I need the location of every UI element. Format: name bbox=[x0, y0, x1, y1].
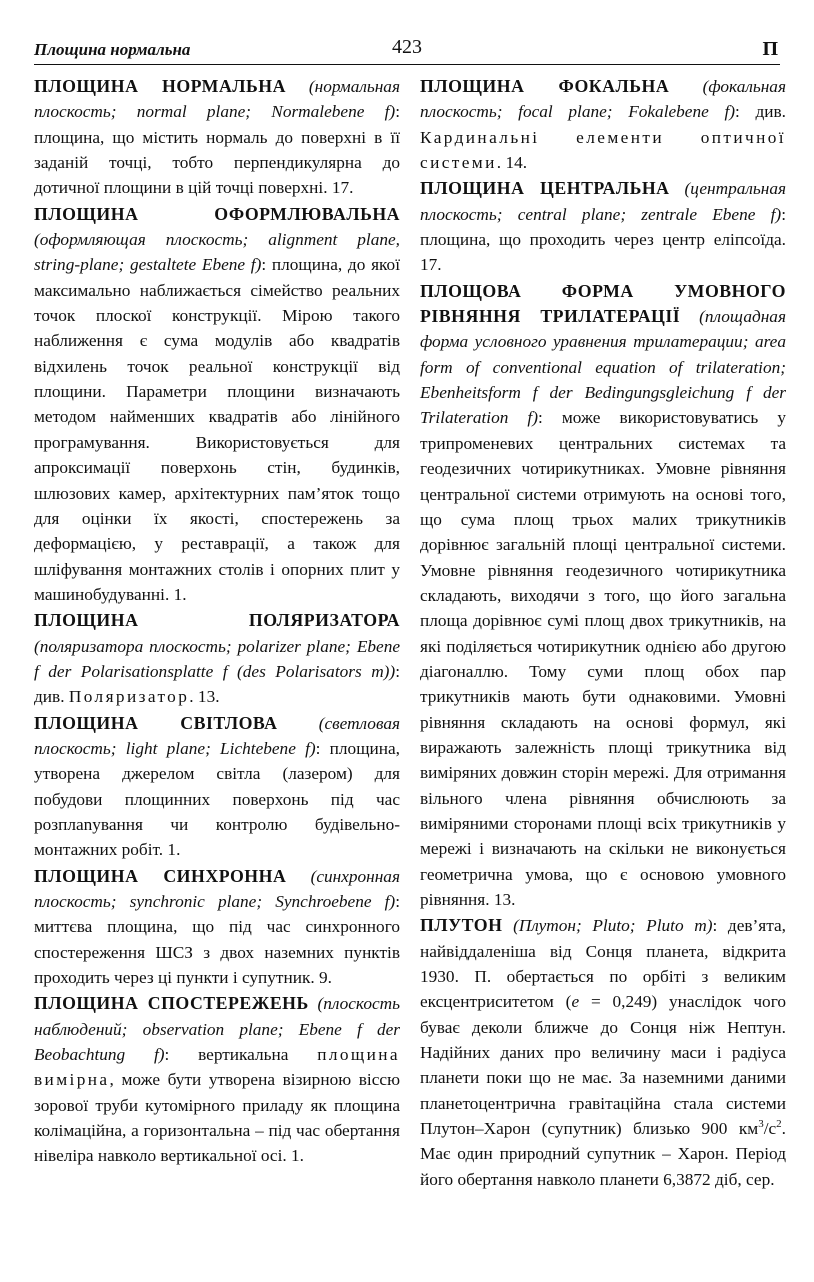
entry-headword: ПЛОЩИНА СВІТЛОВА bbox=[34, 712, 278, 733]
entry-focal-plane bbox=[420, 74, 786, 175]
entry-area-form-equation bbox=[420, 279, 786, 913]
entry-equivalents: (площадная форма условного уравнения трилатерации; area form of conventional equation of trilateration; Ebenheitsform f der Bedingungsgleichung f der Trilateration f) bbox=[420, 307, 786, 428]
entry-headword: ПЛОЩИНА ПОЛЯРИЗАТОРА bbox=[34, 610, 400, 631]
entry-headword: ПЛОЩИНА НОРМАЛЬНА bbox=[34, 76, 286, 96]
entry-headword: ПЛОЩИНА ЦЕНТРАЛЬНА bbox=[420, 178, 670, 199]
entry-equivalents: (фокальная плоскость; focal plane; Fokalebene f) bbox=[420, 77, 786, 122]
entry-definition-end: . Має один природний супутник – Харон. Період його обертання навколо планети 6,3872 діб, сер. bbox=[420, 1119, 786, 1189]
entry-equivalents: (центральная плоскость; central plane; zentrale Ebene f) bbox=[420, 179, 786, 224]
cross-reference-link[interactable]: Кардинальні елементи оптичної системи bbox=[420, 127, 786, 173]
running-head-letter: П bbox=[762, 38, 778, 60]
entry-headword: ПЛОЩИНА ОФОРМЛЮВАЛЬНА bbox=[34, 203, 400, 224]
entry-formative-plane bbox=[34, 202, 400, 608]
eccentricity-symbol: e bbox=[571, 992, 580, 1012]
see-label: : див. bbox=[34, 661, 400, 707]
entry-headword: ПЛОЩИНА СИНХРОННА bbox=[34, 865, 287, 886]
see-label: : див. bbox=[735, 102, 786, 122]
entry-equivalents: (плоскость наблюдений; observation plane; Ebene f der Beobachtung f) bbox=[34, 994, 400, 1065]
left-column bbox=[34, 74, 400, 1170]
entry-definition: : дев’ята, найвіддаленіша від Сонця планета, відкрита 1930. П. обертається по орбіті з великим ексцентриситетом ( bbox=[420, 916, 786, 1012]
entry-equivalents: (синхронная плоскость; synchronic plane; Synchroebene f) bbox=[34, 866, 400, 911]
entry-headword: ПЛОЩИНА ФОКАЛЬНА bbox=[420, 76, 670, 96]
entry-headword: ПЛУТОН bbox=[420, 915, 503, 936]
entry-definition: : площина, до якої максимально наближається сімейство реальних точок плоскої конструкції. Мірою такого наближення є сума модулів або квадратів відхилень точок реальної конструкції від площини. Параметри площини визначають методом найменших квадратів або лінійного програмування. Використовується для апроксимації поверхонь стін, будинків, шлюзових камер, архітектурних пам’яток тощо для оцінки їх якості, спостережень за деформацією, у реставрації, а також для шліфування монтажних столів і опорних плит у машинобудуванні. 1. bbox=[34, 255, 400, 604]
entry-definition: : може використовуватись у трипроменевих центральних системах та геодезичних чотирикутниках. Умовне рівняння центральної системи отримують на основі того, що сума площ трьох малих трикутників дорівнює загальній площі центральної системи. Умовне рівняння геодезичного чотирикутника складають, виходячи з того, що його загальна площа дорівнює сумі площ двох трикутників, на які поділяється чотирикутник однією або другою діагоналлю. Тому суми площ обох пар трикутників мають бути однаковими. Умовні рівняння складають на основі формул, які виражають залежність площі трикутника від виміряних довжин сторін мережі. Для отримання вільного члена рівняння обчислюють за виміряними сторонами площі всіх трикутників у мережі і визначають на скільки не виконується геометрична умова, що є основою умовного рівняння. 13. bbox=[420, 408, 786, 909]
entry-light-plane bbox=[34, 711, 400, 863]
entry-observation-plane bbox=[34, 991, 400, 1168]
entry-normal-plane bbox=[34, 74, 400, 201]
entry-equivalents: (Плутон; Pluto; Pluto m) bbox=[513, 916, 713, 936]
entry-equivalents: (оформляющая плоскость; alignment plane, string-plane; gestaltete Ebene f) bbox=[34, 230, 400, 275]
entry-central-plane bbox=[420, 176, 786, 277]
entry-definition-cont: = 0,249) унаслідок чого буває деколи ближче до Сонця ніж Нептун. Надійних даних про величину маси і радіуса планети поки що не має. За наземними даними планетоцентрична гравітаційна стала системи Плутон–Харон (супутник) близько 900 км bbox=[420, 992, 786, 1139]
running-head-left: Площина нормальна bbox=[34, 40, 191, 59]
unit-text: /с bbox=[763, 1119, 777, 1139]
superscript-2: 2 bbox=[776, 1118, 782, 1131]
entry-source: . 13. bbox=[189, 687, 220, 707]
entry-equivalents: (поляризатора плоскость; polarizer plane; Ebene f der Polarisationsplatte f (des Polarisators m)) bbox=[34, 636, 400, 681]
entry-polarizer-plane bbox=[34, 608, 400, 709]
header-rule bbox=[34, 64, 780, 65]
spaced-term: площина вимірна bbox=[34, 1045, 400, 1090]
right-column bbox=[420, 74, 786, 1193]
superscript-3: 3 bbox=[758, 1118, 764, 1131]
entry-definition: : площина, утворена джерелом світла (лазером) для побудови площинних поверхонь під час розплanування чи контролю будівельно-монтажних робіт. 1. bbox=[34, 738, 400, 860]
entry-pluto bbox=[420, 913, 786, 1192]
entry-synchronous-plane bbox=[34, 864, 400, 991]
entry-definition: : вертикальна bbox=[164, 1045, 289, 1065]
entry-source: . 14. bbox=[496, 153, 528, 173]
entry-definition: : площина, що містить нормаль до поверхні в її заданій точці, тобто перпендикулярна до дотичної площини в цій точці поверхні. 17. bbox=[34, 102, 400, 198]
page-number: 423 bbox=[392, 36, 422, 58]
entry-headword: ПЛОЩИНА СПОСТЕРЕЖЕНЬ bbox=[34, 993, 309, 1014]
entry-equivalents: (светловая плоскость; light plane; Lichtebene f) bbox=[34, 713, 400, 758]
running-header bbox=[0, 36, 814, 66]
cross-reference-link[interactable]: Поляризатор bbox=[68, 687, 190, 707]
entry-equivalents: (нормальная плоскость; normal plane; Normalebene f) bbox=[34, 77, 400, 122]
entry-definition: : площина, що проходить через центр еліпсоїда. 17. bbox=[420, 204, 786, 275]
entry-headword: ПЛОЩОВА ФОРМА УМОВНОГО РІВНЯННЯ ТРИЛАТЕРАЦІЇ bbox=[420, 280, 786, 327]
entry-definition-cont: , може бути утворена візирною віссю зорової труби кутомірного приладу як площина колімаційна, а горизонтальна – під час обертання нівеліра навколо вертикальної осі. 1. bbox=[34, 1070, 400, 1166]
entry-definition: : миттєва площина, що під час синхронного спостереження ШСЗ з двох наземних пунктів проходить через ці пункти і супутник. 9. bbox=[34, 892, 400, 988]
